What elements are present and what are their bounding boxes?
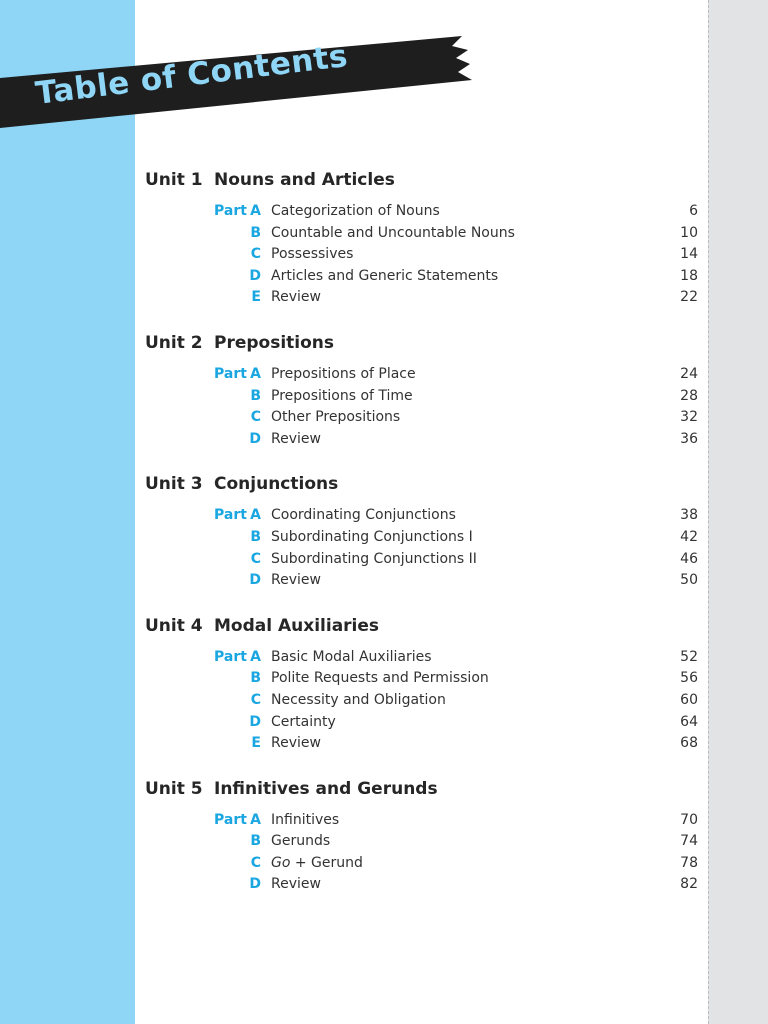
part-title: Subordinating Conjunctions II	[271, 550, 477, 567]
page-number: 6	[689, 203, 698, 219]
part-title: Prepositions of Time	[271, 387, 413, 404]
part-title-rest: + Gerund	[290, 854, 363, 871]
part-prefix: Part	[214, 507, 247, 524]
part-letter: B	[250, 224, 261, 241]
part-title	[271, 853, 363, 875]
toc-entry[interactable]	[145, 810, 698, 832]
toc-entry[interactable]	[145, 549, 698, 571]
page-number: 64	[680, 713, 698, 730]
unit-number: Unit 3	[145, 474, 203, 495]
page-number: 28	[680, 387, 698, 404]
unit-number: Unit 2	[145, 332, 203, 353]
unit-section	[145, 332, 698, 450]
toc-entry[interactable]	[145, 429, 698, 451]
toc-entry[interactable]	[145, 570, 698, 592]
unit-heading	[145, 473, 698, 495]
unit-title: Conjunctions	[214, 474, 339, 495]
part-letter: C	[250, 854, 261, 871]
toc-entry[interactable]	[145, 668, 698, 690]
part-prefix: Part	[214, 365, 247, 382]
part-letter: C	[250, 550, 261, 567]
part-title: Review	[271, 735, 321, 752]
part-title: Certainty	[271, 713, 336, 730]
part-prefix: Part	[214, 203, 247, 219]
part-letter: C	[250, 246, 261, 263]
part-letter: D	[249, 876, 261, 893]
toc-entry[interactable]	[145, 647, 698, 669]
toc-entry[interactable]	[145, 287, 698, 309]
part-letter: E	[251, 289, 261, 306]
page-number: 32	[680, 409, 698, 426]
toc-entry[interactable]	[145, 364, 698, 386]
part-letter: A	[250, 811, 261, 828]
part-letter: D	[249, 267, 261, 284]
unit-number: Unit 4	[145, 615, 203, 636]
part-title: Review	[271, 430, 321, 447]
page-number: 24	[680, 365, 698, 382]
unit-section	[145, 615, 698, 755]
part-letter: A	[250, 365, 261, 382]
toc-entry[interactable]	[145, 712, 698, 734]
part-title: Infinitives	[271, 811, 340, 828]
toc-entry[interactable]	[145, 505, 698, 527]
part-letter: B	[250, 387, 261, 404]
page-title: Table of Contents	[33, 37, 350, 112]
part-title: Review	[271, 876, 321, 893]
toc-entry[interactable]	[145, 244, 698, 266]
toc-entry[interactable]	[145, 386, 698, 408]
unit-heading	[145, 169, 698, 191]
part-title: Categorization of Nouns	[271, 203, 440, 219]
page-number: 60	[680, 691, 698, 708]
page-number: 74	[680, 833, 698, 850]
unit-section	[145, 169, 698, 309]
part-title: Countable and Uncountable Nouns	[271, 224, 515, 241]
page-number: 70	[680, 811, 698, 828]
toc-entry[interactable]	[145, 690, 698, 712]
accent-band	[0, 0, 135, 1024]
part-letter: A	[250, 203, 261, 219]
part-title: Subordinating Conjunctions I	[271, 528, 473, 545]
toc-entry[interactable]	[145, 266, 698, 288]
part-letter: D	[249, 572, 261, 589]
page-number: 36	[680, 430, 698, 447]
part-title-emphasis: Go	[271, 854, 291, 871]
page-number: 42	[680, 528, 698, 545]
part-title: Articles and Generic Statements	[271, 267, 499, 284]
part-prefix: Part	[214, 648, 247, 665]
toc-entry[interactable]	[145, 853, 698, 875]
page-number: 50	[680, 572, 698, 589]
part-title: Possessives	[271, 246, 354, 263]
unit-title: Nouns and Articles	[214, 170, 395, 190]
toc-entry[interactable]	[145, 733, 698, 755]
part-prefix: Part	[214, 811, 247, 828]
unit-number: Unit 1	[145, 170, 203, 190]
unit-title: Modal Auxiliaries	[214, 615, 380, 636]
part-letter: B	[250, 528, 261, 545]
unit-heading	[145, 332, 698, 354]
page-number: 38	[680, 507, 698, 524]
part-title: Gerunds	[271, 833, 331, 850]
toc-entry[interactable]	[145, 874, 698, 896]
part-title: Review	[271, 572, 321, 589]
page-number: 46	[680, 550, 698, 567]
part-title: Necessity and Obligation	[271, 691, 446, 708]
table-of-contents	[145, 169, 698, 919]
part-letter: D	[249, 713, 261, 730]
part-title: Polite Requests and Permission	[271, 670, 489, 687]
unit-title: Infinitives and Gerunds	[214, 778, 438, 799]
page-number: 52	[680, 648, 698, 665]
part-letter: A	[250, 648, 261, 665]
page-number: 22	[680, 289, 698, 306]
toc-entry[interactable]	[145, 201, 698, 223]
page-number: 68	[680, 735, 698, 752]
unit-title: Prepositions	[214, 332, 335, 353]
page-number: 10	[680, 224, 698, 241]
unit-number: Unit 5	[145, 778, 203, 799]
part-title: Prepositions of Place	[271, 365, 416, 382]
page-number: 78	[680, 854, 698, 871]
page-number: 82	[680, 876, 698, 893]
part-letter: B	[250, 670, 261, 687]
part-title: Coordinating Conjunctions	[271, 507, 456, 524]
part-letter: C	[250, 409, 261, 426]
unit-section	[145, 473, 698, 591]
unit-heading	[145, 778, 698, 800]
page-number: 56	[680, 670, 698, 687]
part-title: Other Prepositions	[271, 409, 401, 426]
unit-heading	[145, 615, 698, 637]
part-title: Basic Modal Auxiliaries	[271, 648, 432, 665]
part-letter: D	[249, 430, 261, 447]
unit-section	[145, 778, 698, 896]
page-number: 14	[680, 246, 698, 263]
title-banner	[0, 0, 480, 140]
toc-entry[interactable]	[145, 831, 698, 853]
part-letter: B	[250, 833, 261, 850]
part-letter: C	[250, 691, 261, 708]
toc-entry[interactable]	[145, 407, 698, 429]
part-letter: A	[250, 507, 261, 524]
part-title: Review	[271, 289, 321, 306]
page-margin	[708, 0, 768, 1024]
page-number: 18	[680, 267, 698, 284]
part-letter: E	[251, 735, 261, 752]
toc-entry[interactable]	[145, 223, 698, 245]
toc-entry[interactable]	[145, 527, 698, 549]
